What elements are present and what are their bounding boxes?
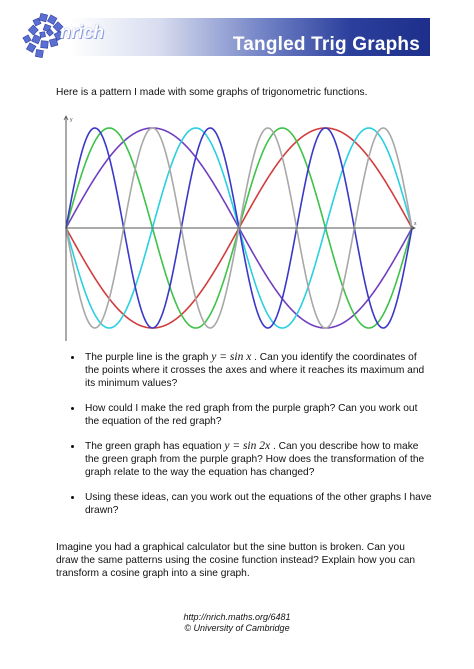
bullet-text: . Can you identify the coordinates of the points where it crosses the axes and where it reaches its maximum and its minimum values?	[85, 352, 425, 389]
trig-graph-chart	[62, 113, 418, 345]
footer-url[interactable]: http://nrich.maths.org/6481	[183, 612, 291, 622]
bullet-text: How could I make the red graph from the purple graph? Can you work out the equation of the red graph?	[85, 403, 418, 427]
logo-text: nrich	[60, 22, 105, 42]
question-list	[63, 351, 433, 529]
intro-text: Here is a pattern I made with some graphs of trigonometric functions.	[56, 87, 368, 98]
x-axis-label: x	[414, 221, 417, 227]
y-axis-label: y	[70, 117, 73, 123]
bullet-text: Using these ideas, can you work out the equations of the other graphs I have drawn?	[85, 492, 432, 516]
page-footer	[0, 612, 474, 634]
bullet-text: The green graph has equation	[85, 441, 225, 452]
title-banner	[70, 18, 430, 56]
footer-copyright: © University of Cambridge	[184, 623, 290, 633]
bullet-text: . Can you describe how to make the green graph from the purple graph? How does the transformation of the graph relate to the way the equation has changed?	[85, 441, 425, 478]
bullet-text: The purple line is the graph	[85, 352, 212, 363]
list-item	[83, 351, 433, 390]
equation-text: y = sin x	[211, 351, 252, 363]
list-item	[83, 440, 433, 479]
list-item	[83, 491, 433, 517]
nrich-logo[interactable]	[22, 8, 122, 64]
closing-paragraph: Imagine you had a graphical calculator but the sine button is broken. Can you draw the same patterns using the cosine function instead? Explain how you can transform a cosine graph into a sine graph.	[56, 542, 416, 579]
page-header	[22, 8, 430, 54]
equation-text: y = sin 2x	[224, 440, 271, 452]
page-title: Tangled Trig Graphs	[232, 34, 420, 55]
list-item	[83, 402, 433, 428]
